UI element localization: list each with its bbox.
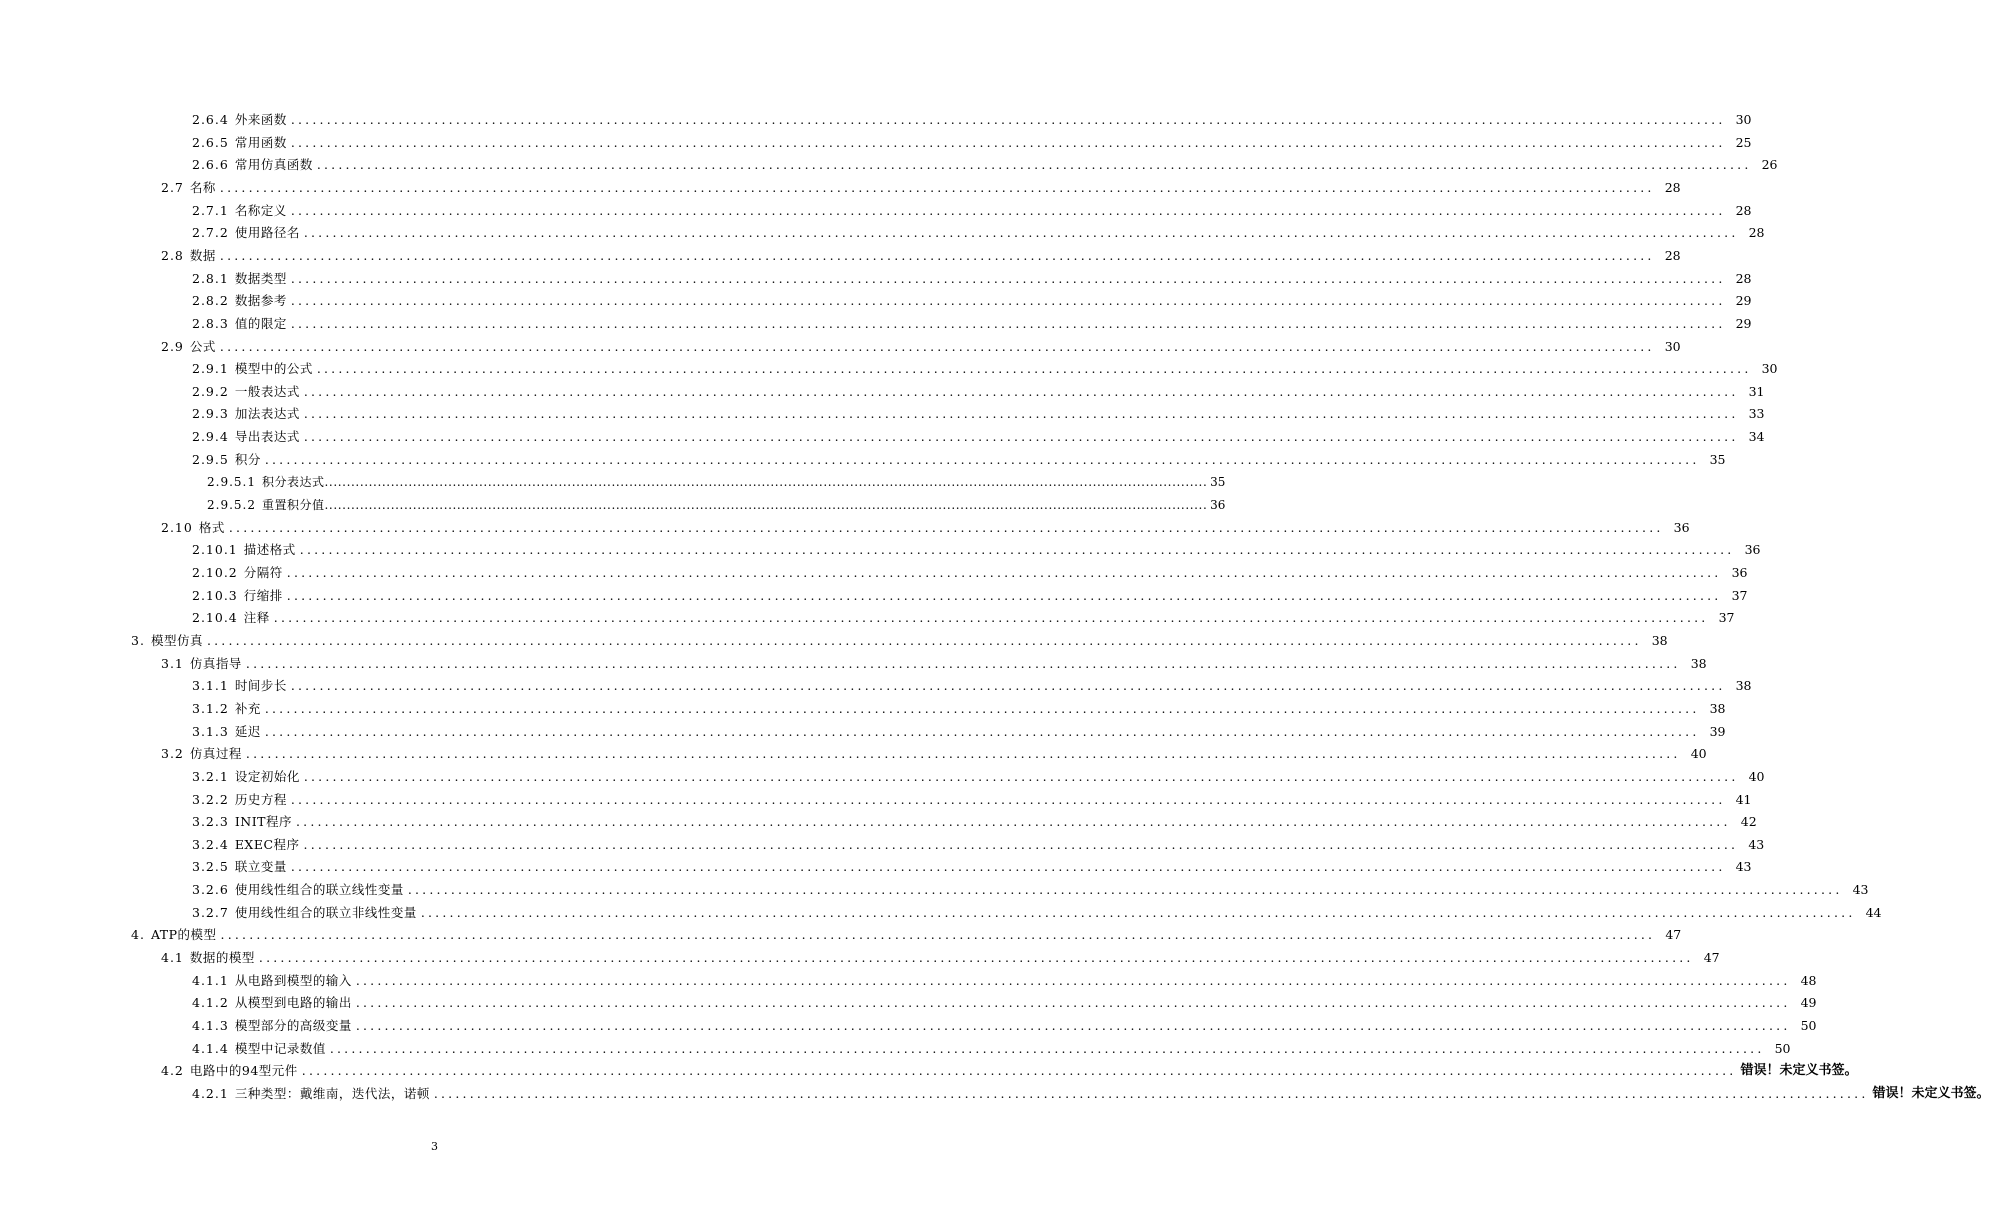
toc-entry-title: 行缩排	[243, 587, 283, 603]
toc-entry-title: 描述格式	[243, 542, 296, 558]
toc-entry-title: 积分	[234, 451, 261, 467]
toc-entry-page: 37	[1731, 587, 1748, 603]
toc-entry[interactable]	[192, 197, 1752, 219]
toc-leader-dots: ........................................................................................................................................................................................................	[316, 361, 1752, 377]
toc-leader-dots: ........................................................................................................................................................................................................	[301, 1063, 1737, 1079]
toc-entry-number: 2.8.1	[192, 270, 229, 286]
toc-entry[interactable]	[161, 740, 1707, 762]
toc-entry-number: 2.10	[161, 519, 193, 535]
toc-entry-title: 公式	[189, 338, 216, 354]
toc-entry[interactable]	[192, 582, 1748, 604]
toc-entry-page: 36	[1744, 542, 1761, 558]
toc-entry-number: 4.1.1	[192, 972, 229, 988]
toc-leader-dots: ........................................................................................................................................................................................................	[303, 768, 1739, 784]
toc-entry-number: 4.	[131, 927, 145, 943]
toc-entry-title: 从模型到电路的输出	[234, 995, 352, 1011]
toc-entry[interactable]	[192, 1035, 1791, 1057]
toc-leader-dots: ........................................................................................................................................................................................................	[264, 700, 1700, 716]
toc-entry[interactable]	[161, 242, 1681, 264]
toc-entry-page: 33	[1748, 406, 1765, 422]
toc-entry-title: 外来函数	[234, 112, 287, 127]
toc-entry[interactable]	[192, 265, 1752, 287]
toc-entry-page: 28	[1664, 179, 1681, 195]
toc-entry-title: 常用仿真函数	[234, 157, 313, 173]
toc-entry-page: 50	[1800, 1018, 1817, 1033]
toc-entry-number: 3.1.2	[192, 700, 229, 716]
toc-entry[interactable]	[192, 695, 1726, 717]
toc-entry[interactable]	[192, 763, 1765, 785]
toc-leader-dots: ........................................................................................................................................................................................................	[219, 338, 1655, 354]
toc-entry[interactable]	[192, 967, 1817, 989]
toc-entry-number: 2.6.5	[192, 134, 229, 150]
toc-leader-dots: ........................................................................................................................................................................................................	[290, 293, 1726, 309]
toc-entry-number: 2.6.6	[192, 157, 229, 173]
toc-entry-page: 36	[1731, 565, 1748, 580]
toc-leader-dots: ........................................................................................................................................................................................................	[324, 475, 1208, 490]
toc-leader-dots: ........................................................................................................................................................................................................	[420, 904, 1856, 920]
toc-entry[interactable]	[161, 944, 1720, 966]
toc-entry-title: 设定初始化	[234, 768, 300, 784]
toc-leader-dots: ........................................................................................................................................................................................................	[324, 498, 1208, 513]
toc-entry-title: 数据的模型	[189, 950, 255, 966]
toc-leader-dots: ........................................................................................................................................................................................................	[264, 451, 1700, 467]
toc-entry-title: 历史方程	[234, 791, 287, 807]
toc-entry-page: 44	[1865, 904, 1882, 920]
toc-entry-number: 2.8.2	[192, 293, 229, 309]
toc-entry[interactable]	[192, 423, 1765, 445]
toc-entry-page: 39	[1709, 723, 1726, 739]
toc-leader-dots: ........................................................................................................................................................................................................	[303, 429, 1739, 445]
toc-leader-dots: ........................................................................................................................................................................................................	[303, 225, 1739, 241]
toc-entry-page: 30	[1664, 338, 1681, 354]
toc-leader-dots: ........................................................................................................................................................................................................	[433, 1085, 1869, 1101]
toc-entry-number: 3.1	[161, 655, 184, 671]
toc-entry-title: 分隔符	[243, 565, 283, 580]
toc-entry[interactable]	[207, 468, 1226, 490]
toc-leader-dots: ........................................................................................................................................................................................................	[219, 247, 1655, 263]
toc-entry-number: 2.8	[161, 247, 184, 263]
toc-entry-number: 3.	[131, 632, 145, 648]
toc-entry-number: 2.8.3	[192, 315, 229, 331]
toc-entry-page: 28	[1735, 270, 1752, 286]
toc-leader-dots: ........................................................................................................................................................................................................	[264, 723, 1700, 739]
toc-entry-number: 2.9	[161, 338, 184, 354]
toc-entry[interactable]	[207, 491, 1226, 513]
toc-entry-page: 30	[1761, 361, 1778, 377]
toc-entry[interactable]	[192, 853, 1752, 875]
toc-entry[interactable]	[161, 514, 1690, 536]
toc-entry-title: 常用函数	[234, 134, 287, 150]
toc-entry-title: 时间步长	[234, 678, 287, 694]
toc-entry[interactable]	[192, 400, 1765, 422]
toc-entry-title: ATP的模型	[150, 927, 217, 943]
toc-entry[interactable]	[192, 310, 1752, 332]
toc-entry-page: 30	[1735, 112, 1752, 127]
toc-entry-page: 43	[1852, 882, 1869, 898]
toc-leader-dots: ........................................................................................................................................................................................................	[290, 270, 1726, 286]
toc-entry[interactable]	[192, 718, 1726, 740]
toc-entry-page: 29	[1735, 293, 1752, 309]
toc-entry[interactable]	[192, 355, 1778, 377]
toc-entry-page: 47	[1703, 950, 1720, 966]
toc-entry[interactable]	[192, 831, 1765, 853]
toc-entry[interactable]	[192, 672, 1752, 694]
toc-entry-page: 35	[1709, 451, 1726, 467]
toc-entry[interactable]	[131, 921, 1682, 943]
toc-leader-dots: ........................................................................................................................................................................................................	[303, 836, 1739, 852]
toc-entry-number: 3.2	[161, 746, 184, 762]
toc-entry-page: 49	[1800, 995, 1817, 1011]
toc-entry[interactable]	[192, 786, 1752, 808]
toc-entry-number: 2.9.4	[192, 429, 229, 445]
toc-entry[interactable]	[192, 446, 1726, 468]
toc-entry-title: 三种类型：戴维南，迭代法，诺顿	[234, 1085, 430, 1101]
toc-entry-number: 3.2.6	[192, 882, 229, 898]
toc-entry-number: 4.1.4	[192, 1040, 229, 1056]
toc-entry-page: 38	[1709, 700, 1726, 716]
toc-entry-number: 3.2.1	[192, 768, 229, 784]
toc-entry-page: 34	[1748, 429, 1765, 445]
toc-entry-title: 模型部分的高级变量	[234, 1018, 352, 1033]
toc-leader-dots: ........................................................................................................................................................................................................	[286, 565, 1722, 580]
toc-entry-number: 2.7.2	[192, 225, 229, 241]
toc-leader-dots: ........................................................................................................................................................................................................	[407, 882, 1843, 898]
toc-entry-page: 38	[1651, 632, 1668, 648]
toc-entry-title: 积分表达式	[261, 475, 325, 490]
toc-leader-dots: ........................................................................................................................................................................................................	[258, 950, 1694, 966]
toc-entry-title: INIT程序	[234, 814, 292, 830]
toc-entry-title: 联立变量	[234, 859, 287, 875]
toc-leader-dots: ........................................................................................................................................................................................................	[245, 746, 1681, 762]
toc-entry-number: 2.9.5.2	[207, 498, 256, 513]
toc-entry[interactable]	[161, 650, 1707, 672]
toc-leader-dots: ........................................................................................................................................................................................................	[303, 406, 1739, 422]
toc-entry-title: 电路中的94型元件	[189, 1063, 298, 1079]
toc-entry-number: 3.2.7	[192, 904, 229, 920]
toc-entry[interactable]	[192, 899, 1882, 921]
toc-entry-page: 43	[1748, 836, 1765, 852]
toc-entry[interactable]	[192, 378, 1765, 400]
toc-entry-page: 38	[1690, 655, 1707, 671]
toc-entry-title: 名称定义	[234, 202, 287, 218]
toc-entry-number: 2.9.5.1	[207, 475, 256, 490]
toc-entry-number: 4.1.3	[192, 1018, 229, 1033]
toc-leader-dots: ........................................................................................................................................................................................................	[286, 587, 1722, 603]
toc-entry-number: 2.9.1	[192, 361, 229, 377]
toc-entry[interactable]	[192, 808, 1757, 830]
toc-leader-dots: ........................................................................................................................................................................................................	[299, 542, 1735, 558]
toc-entry-page: 50	[1774, 1040, 1791, 1056]
toc-entry-title: 重置积分值	[261, 498, 325, 513]
toc-entry[interactable]	[192, 604, 1735, 626]
toc-entry-number: 3.2.4	[192, 836, 229, 852]
toc-entry-number: 2.7.1	[192, 202, 229, 218]
toc-leader-dots: ........................................................................................................................................................................................................	[273, 610, 1709, 626]
toc-entry-page: 28	[1664, 247, 1681, 263]
toc-entry-title: 加法表达式	[234, 406, 300, 422]
toc-entry[interactable]	[192, 876, 1869, 898]
toc-entry-page: 37	[1718, 610, 1735, 626]
toc-entry-number: 2.10.2	[192, 565, 238, 580]
toc-entry-title: 从电路到模型的输入	[234, 972, 352, 988]
toc-leader-dots: ........................................................................................................................................................................................................	[355, 1018, 1791, 1033]
toc-entry-page: 25	[1735, 134, 1752, 150]
toc-entry[interactable]	[161, 174, 1681, 196]
toc-leader-dots: ........................................................................................................................................................................................................	[290, 859, 1726, 875]
toc-entry[interactable]	[192, 129, 1752, 151]
toc-entry-title: 仿真指导	[189, 655, 242, 671]
toc-leader-dots: ........................................................................................................................................................................................................	[290, 791, 1726, 807]
toc-entry-number: 3.2.2	[192, 791, 229, 807]
toc-entry-title: 延迟	[234, 723, 261, 739]
toc-leader-dots: ........................................................................................................................................................................................................	[290, 134, 1726, 150]
toc-entry-number: 4.1.2	[192, 995, 229, 1011]
toc-entry-page: 40	[1748, 768, 1765, 784]
toc-entry-title: 模型中的公式	[234, 361, 313, 377]
toc-entry[interactable]	[192, 989, 1817, 1011]
page-number: 3	[431, 1140, 438, 1153]
toc-entry-title: 一般表达式	[234, 383, 300, 399]
toc-leader-dots: ........................................................................................................................................................................................................	[290, 112, 1726, 127]
toc-leader-dots: ........................................................................................................................................................................................................	[316, 157, 1752, 173]
toc-entry-title: 仿真过程	[189, 746, 242, 762]
toc-entry-title: 使用线性组合的联立线性变量	[234, 882, 404, 898]
toc-entry[interactable]: 4.2.1 三种类型：戴维南，迭代法，诺顿 ........................................................................................................................................................................................................ 错误！未定义书签。	[192, 1085, 1990, 1101]
toc-entry[interactable]	[192, 536, 1761, 558]
toc-entry-title: 补充	[234, 700, 261, 716]
toc-entry-title: 使用线性组合的联立非线性变量	[234, 904, 417, 920]
toc-entry-title: 格式	[198, 519, 225, 535]
toc-leader-dots: ........................................................................................................................................................................................................	[228, 519, 1664, 535]
toc-entry-page: 26	[1761, 157, 1778, 173]
toc-entry-number: 2.10.4	[192, 610, 238, 626]
toc-entry-page: 47	[1665, 927, 1682, 943]
toc-entry-number: 3.2.5	[192, 859, 229, 875]
toc-entry-page: 38	[1735, 678, 1752, 694]
toc-entry-page: 42	[1740, 814, 1757, 830]
toc-entry-number: 2.7	[161, 179, 184, 195]
toc-entry-title: 名称	[189, 179, 216, 195]
toc-entry-page: 29	[1735, 315, 1752, 331]
toc-leader-dots: ........................................................................................................................................................................................................	[219, 179, 1655, 195]
toc-entry-title: 数据参考	[234, 293, 287, 309]
toc-entry-page: 43	[1735, 859, 1752, 875]
toc-entry-number: 4.1	[161, 950, 184, 966]
toc-leader-dots: ........................................................................................................................................................................................................	[220, 927, 1656, 943]
toc-entry-number: 3.1.3	[192, 723, 229, 739]
toc-entry[interactable]: 4.2 电路中的94型元件 ........................................................................................................................................................................................................ 错误！未定义书签。	[161, 1063, 1858, 1079]
toc-leader-dots: ........................................................................................................................................................................................................	[245, 655, 1681, 671]
toc-entry[interactable]	[192, 559, 1748, 581]
toc-entry[interactable]	[192, 1012, 1817, 1034]
toc-leader-dots: ........................................................................................................................................................................................................	[355, 995, 1791, 1011]
toc-entry[interactable]	[192, 151, 1778, 173]
toc-entry-title: EXEC程序	[234, 836, 300, 852]
toc-entry-title: 注释	[243, 610, 270, 626]
toc-entry-number: 2.9.3	[192, 406, 229, 422]
toc-entry-page: 28	[1735, 202, 1752, 218]
toc-entry-page: 36	[1673, 519, 1690, 535]
toc-entry[interactable]	[131, 627, 1668, 649]
toc-entry-number: 4.2	[161, 1063, 184, 1079]
toc-entry-page: 41	[1735, 791, 1752, 807]
toc-leader-dots: ........................................................................................................................................................................................................	[295, 814, 1731, 830]
toc-leader-dots: ........................................................................................................................................................................................................	[329, 1040, 1765, 1056]
toc-entry[interactable]	[161, 333, 1681, 355]
toc-leader-dots: ........................................................................................................................................................................................................	[290, 315, 1726, 331]
toc-leader-dots: ........................................................................................................................................................................................................	[290, 678, 1726, 694]
toc-entry-page: 35	[1210, 475, 1226, 490]
toc-entry-title: 模型仿真	[150, 632, 203, 648]
toc-entry-page: 28	[1748, 225, 1765, 241]
toc-entry-number: 3.2.3	[192, 814, 229, 830]
toc-leader-dots: ........................................................................................................................................................................................................	[303, 383, 1739, 399]
toc-entry-title: 数据	[189, 247, 216, 263]
toc-entry-page: 40	[1690, 746, 1707, 762]
toc-entry[interactable]	[192, 106, 1752, 128]
toc-entry-page: 48	[1800, 972, 1817, 988]
toc-entry-number: 2.10.3	[192, 587, 238, 603]
toc-entry-title: 值的限定	[234, 315, 287, 331]
toc-entry-number: 2.10.1	[192, 542, 238, 558]
toc-entry-number: 4.2.1	[192, 1085, 229, 1101]
toc-entry-title: 使用路径名	[234, 225, 300, 241]
toc-entry[interactable]	[192, 219, 1765, 241]
toc-entry[interactable]	[192, 287, 1752, 309]
toc-entry-title: 数据类型	[234, 270, 287, 286]
toc-entry-number: 2.6.4	[192, 112, 229, 127]
toc-entry-number: 2.9.5	[192, 451, 229, 467]
toc-leader-dots: ........................................................................................................................................................................................................	[290, 202, 1726, 218]
toc-entry-title: 模型中记录数值	[234, 1040, 326, 1056]
toc-leader-dots: ........................................................................................................................................................................................................	[355, 972, 1791, 988]
toc-entry-number: 3.1.1	[192, 678, 229, 694]
toc-entry-number: 2.9.2	[192, 383, 229, 399]
toc-entry-page: 36	[1210, 498, 1226, 513]
toc-entry-title: 导出表达式	[234, 429, 300, 445]
toc-leader-dots: ........................................................................................................................................................................................................	[206, 632, 1642, 648]
toc-entry-page: 31	[1748, 383, 1765, 399]
